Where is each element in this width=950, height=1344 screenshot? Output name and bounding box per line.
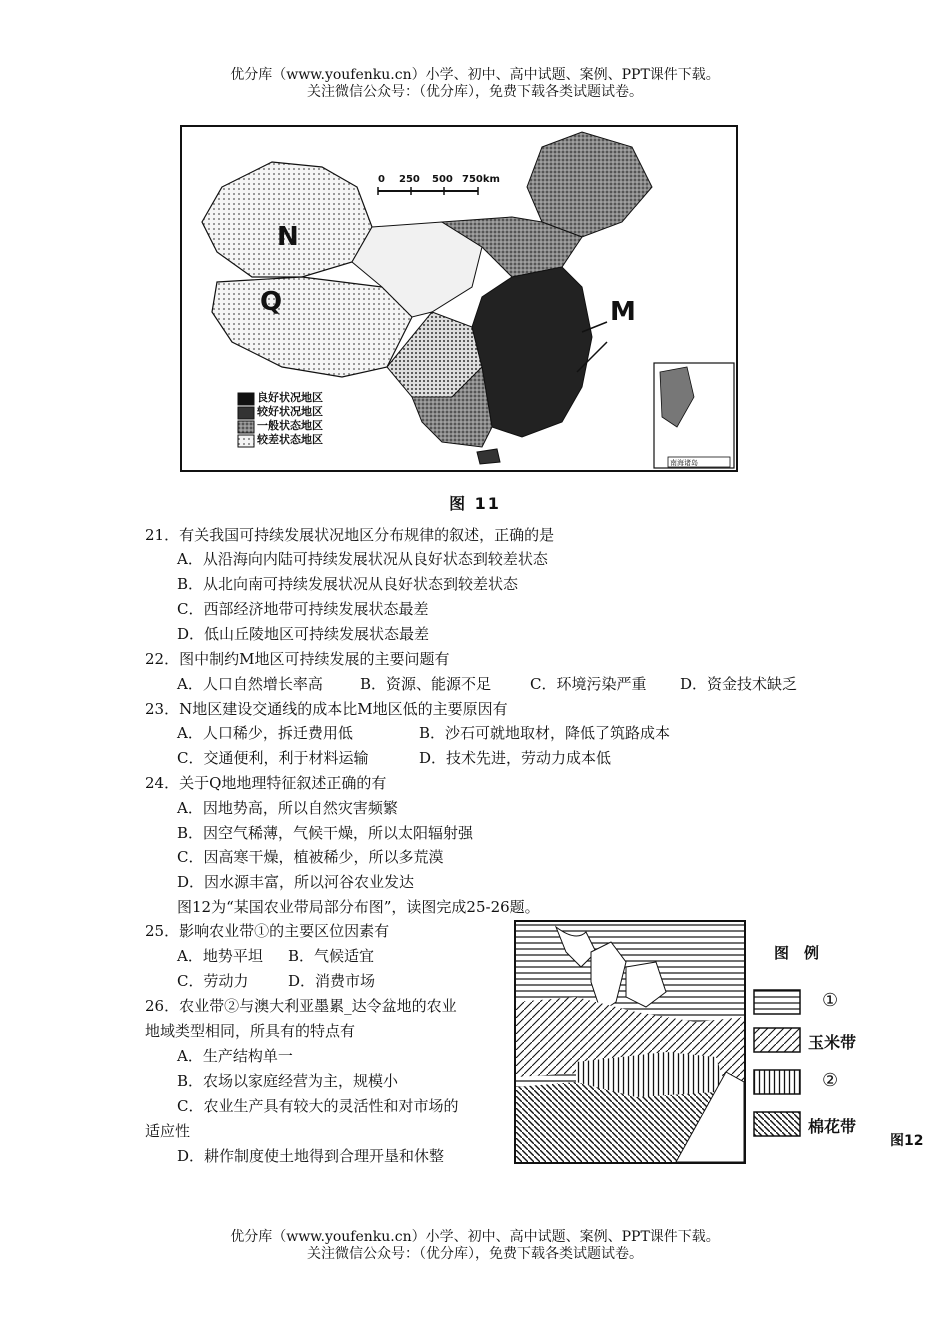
legend-good: 良好状况地区 <box>257 391 323 404</box>
q21-option-d: D．低山丘陵地区可持续发展状态最差 <box>177 625 430 643</box>
q23-option-a: A．人口稀少，拆迁费用低 <box>177 724 353 742</box>
region-m-shape <box>472 267 592 437</box>
agriculture-belt-graphic <box>516 922 744 1162</box>
figure-12-intro: 图12为“某国农业带局部分布图”，读图完成25-26题。 <box>177 898 540 916</box>
q25-option-c: C．劳动力 <box>177 972 249 990</box>
question-26-stem-line2: 地域类型相同，所具有的特点有 <box>145 1022 356 1040</box>
figure-11-caption: 图 11 <box>449 494 501 513</box>
region-label-m: M <box>610 297 636 327</box>
legend-fairly-good: 较好状况地区 <box>257 405 323 418</box>
region-q-shape <box>212 277 412 377</box>
region-label-q: Q <box>260 287 283 317</box>
region-label-n: N <box>277 222 299 252</box>
legend-poor: 较差状态地区 <box>257 433 323 446</box>
q22-option-a: A．人口自然增长率高 <box>177 675 323 693</box>
legend-average: 一般状态地区 <box>257 419 323 432</box>
q22-option-c: C．环境污染严重 <box>530 675 647 693</box>
map-legend <box>257 391 323 447</box>
q26-option-a: A．生产结构单一 <box>177 1047 293 1065</box>
page-footer <box>0 1229 950 1263</box>
q21-option-c: C．西部经济地带可持续发展状态最差 <box>177 600 429 618</box>
figure-12-caption: 图12 <box>890 1133 924 1149</box>
question-22-stem: 22．图中制约M地区可持续发展的主要问题有 <box>145 650 450 668</box>
q24-option-b: B．因空气稀薄，气候干燥，所以太阳辐射强 <box>177 824 474 842</box>
scale-label-0: 0 <box>378 174 385 185</box>
footer-line-2: 关注微信公众号：（优分库），免费下载各类试题试卷。 <box>307 1246 643 1262</box>
header-line-1: 优分库（www.youfenku.cn）小学、初中、高中试题、案例、PPT课件下载。 <box>230 67 720 83</box>
q25-option-d: D．消费市场 <box>288 972 376 990</box>
q24-option-c: C．因高寒干燥，植被稀少，所以多荒漠 <box>177 848 444 866</box>
q23-option-d: D．技术先进，劳动力成本低 <box>419 749 612 767</box>
q26-option-d: D．耕作制度使土地得到合理开垦和休整 <box>177 1147 445 1165</box>
q24-option-d: D．因水源丰富，所以河谷农业发达 <box>177 873 415 891</box>
q22-option-b: B．资源、能源不足 <box>360 675 492 693</box>
question-24-stem: 24．关于Q地地理特征叙述正确的有 <box>145 774 387 792</box>
scale-label-250: 250 <box>399 174 420 185</box>
q24-option-a: A．因地势高，所以自然灾害频繁 <box>177 799 398 817</box>
q26-option-c-continued: 适应性 <box>145 1122 191 1140</box>
q25-option-a: A．地势平坦 <box>177 947 263 965</box>
region-n-shape <box>202 162 372 277</box>
q23-option-c: C．交通便利，利于材料运输 <box>177 749 369 767</box>
figure-12-legend <box>752 940 872 1160</box>
legend-title: 图 例 <box>774 944 820 962</box>
q26-option-b: B．农场以家庭经营为主，规模小 <box>177 1072 399 1090</box>
figure-11-map <box>180 125 738 472</box>
footer-line-1: 优分库（www.youfenku.cn）小学、初中、高中试题、案例、PPT课件下载。 <box>230 1229 720 1245</box>
page-header <box>0 67 950 101</box>
q21-option-b: B．从北向南可持续发展状况从良好状态到较差状态 <box>177 575 519 593</box>
scale-label-500: 500 <box>432 174 453 185</box>
question-26-stem-line1: 26．农业带②与澳大利亚墨累_达令盆地的农业 <box>145 997 457 1015</box>
scale-label-750km: 750km <box>462 174 500 185</box>
legend-belt-1: ① <box>822 990 839 1011</box>
q22-option-d: D．资金技术缺乏 <box>680 675 798 693</box>
q25-option-b: B．气候适宜 <box>288 947 375 965</box>
question-21-stem: 21．有关我国可持续发展状况地区分布规律的叙述，正确的是 <box>145 526 555 544</box>
question-25-stem: 25．影响农业带①的主要区位因素有 <box>145 922 390 940</box>
q21-option-a: A．从沿海向内陆可持续发展状况从良好状态到较差状态 <box>177 550 548 568</box>
legend-cotton-belt: 棉花带 <box>808 1117 857 1136</box>
q26-option-c: C．农业生产具有较大的灵活性和对市场的 <box>177 1097 459 1115</box>
legend-corn-belt: 玉米带 <box>808 1033 857 1052</box>
question-23-stem: 23．N地区建设交通线的成本比M地区低的主要原因有 <box>145 700 508 718</box>
legend-belt-2: ② <box>822 1070 839 1091</box>
inset-label: 南海诸岛 <box>670 459 698 467</box>
figure-12-map <box>514 920 746 1164</box>
header-line-2: 关注微信公众号：（优分库），免费下载各类试题试卷。 <box>307 84 643 100</box>
legend-swatches <box>752 940 804 1160</box>
q23-option-b: B．沙石可就地取材，降低了筑路成本 <box>419 724 671 742</box>
